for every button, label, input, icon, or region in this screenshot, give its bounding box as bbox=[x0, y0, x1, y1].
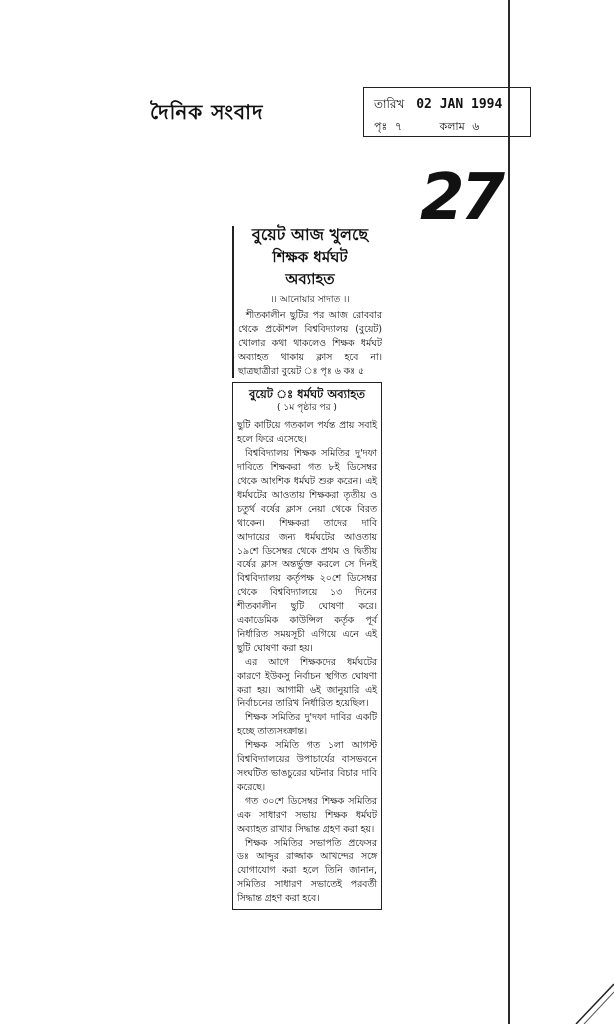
date-value: 02 JAN 1994 bbox=[416, 97, 503, 112]
page-label: পৃঃ bbox=[374, 120, 388, 133]
continued-from-note: ( ১ম পৃষ্ঠার পর ) bbox=[277, 403, 337, 414]
paragraph: শিক্ষক সমিতির দু'দফা দাবির একটি হচ্ছে তাত্যসংক্রান্ত। bbox=[237, 712, 377, 738]
handwritten-file-number: 27 bbox=[420, 161, 502, 235]
headline-line-1: বুয়েট আজ খুলছে bbox=[251, 225, 369, 244]
paragraph: শিক্ষক সমিতির সভাপতি প্রফেসর ডঃ আব্দুর রাজ্জাক আখন্দের সঙ্গে যোগাযোগ করা হলে তিনি জানান, সমিতির সাধারণ সভাতেই পরবর্তী সিদ্ধান্ত গ্রহণ করা হবে। bbox=[237, 837, 377, 905]
date-label: তারিখ bbox=[374, 97, 405, 111]
byline: ।। আনোয়ার সাদাত ।। bbox=[270, 295, 350, 305]
headline-line-3: অব্যাহত bbox=[285, 270, 335, 288]
page-value: ৭ bbox=[394, 120, 402, 133]
page-edge-line bbox=[508, 0, 510, 1024]
column-value: ৬ bbox=[472, 120, 480, 133]
paragraph: ছুটি কাটিয়ে গতকাল পর্যন্ত প্রায় সবাই হলে ফিরে এসেছে। bbox=[237, 420, 377, 446]
paragraph: এর আগে শিক্ষকদের ধর্মঘটের কারণে ইউকসু নির্বাচন স্থগিত ঘোষণা করা হয়। আগামী ৬ই জানুয়ারি এই নির্বাচনের তারিখ নির্ধারিত হয়েছিল। bbox=[237, 656, 377, 710]
date-stamp bbox=[363, 87, 531, 137]
paragraph: শিক্ষক সমিতি গত ১লা আগস্ট বিশ্ববিদ্যালয়ের উপাচার্যের বাসভবনে সংঘটিত ভাঙচুরের ঘটনার বিচার দাবি করেছে। bbox=[237, 740, 377, 793]
page-fold-corner bbox=[574, 980, 614, 1024]
paragraph: গত ৩০শে ডিসেম্বর শিক্ষক সমিতির এক সাধারণ সভায় শিক্ষক ধর্মঘট অব্যাহত রাখার সিদ্ধান্ত গ্রহণ করা হয়। bbox=[237, 795, 377, 835]
continuation-headline: বুয়েট ঃ ধর্মঘট অব্যাহত bbox=[248, 387, 366, 402]
article-continuation bbox=[232, 382, 382, 910]
headline-line-2: শিক্ষক ধর্মঘট bbox=[272, 248, 348, 266]
newspaper-masthead: দৈনিক সংবাদ bbox=[150, 100, 264, 124]
column-label: কলাম bbox=[439, 120, 465, 133]
paragraph: বিশ্ববিদ্যালয় শিক্ষক সমিতির দু'দফা দাবিতে শিক্ষকরা গত ৮ই ডিসেম্বর থেকে আংশিক ধর্মঘট শুরু করেন। এই ধর্মঘটের আওতায় শিক্ষকরা তৃতীয় ও চতুর্থ বর্ষের ক্লাস নেয়া থেকে বিরত থাকেন। শিক্ষকরা তাদের দাবি আদায়ের জন্য ধর্মঘটের আওতায় ১৯শে ডিসেম্বর থেকে প্রথম ও দ্বিতীয় বর্ষের ক্লাস অন্তর্ভুক্ত করলে সে দিনই বিশ্ববিদ্যালয় কর্তৃপক্ষ ২০শে ডিসেম্বর থেকে বিশ্ববিদ্যালয়ে ১৩ দিনের শীতকালীন ছুটি ঘোষণা করে। একাডেমিক কাউন্সিল কর্তৃক পূর্ব নির্ধারিত সময়সূচী এগিয়ে এনে এই ছুটি ঘোষণা করা হয়। bbox=[237, 448, 377, 654]
news-clipping bbox=[232, 222, 382, 910]
article-front bbox=[232, 226, 382, 378]
article-intro: শীতকালীন ছুটির পর আজ রোববার থেকে প্রকৌশল বিশ্ববিদ্যালয় (বুয়েট) খোলার কথা থাকলেও শিক্ষক ধর্মঘট অব্যাহত থাকায় ক্লাস হবে না। ছাত্রছাত্রীরা বুয়েট ঃ পৃঃ ৬ কঃ ৫ bbox=[238, 309, 382, 377]
